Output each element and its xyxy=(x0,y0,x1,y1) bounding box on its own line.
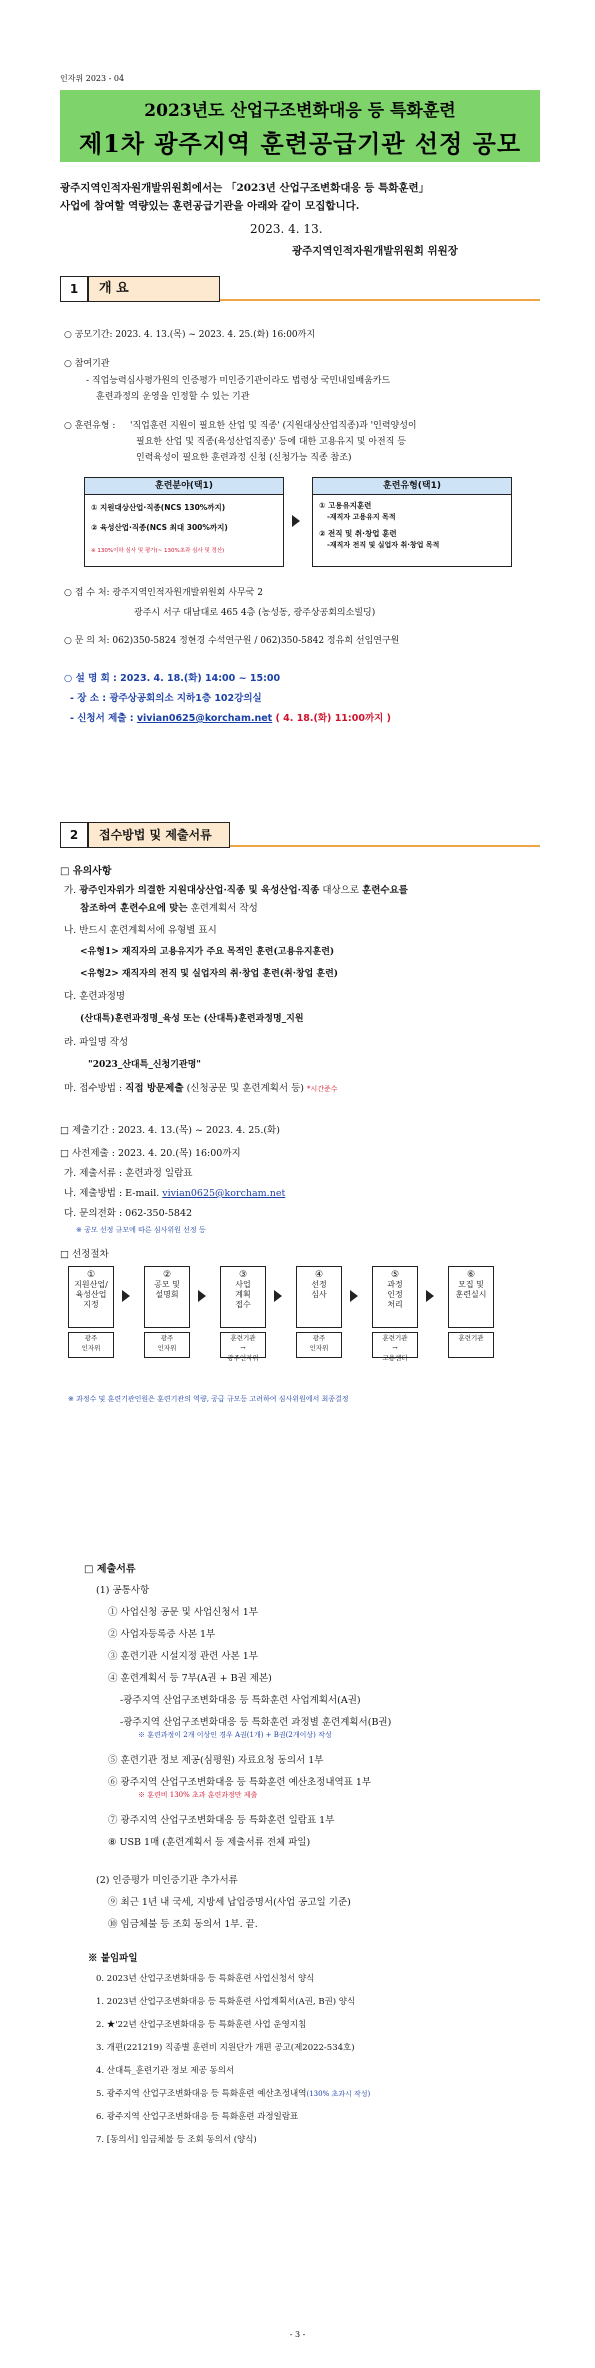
s2-ga-bold1: 광주인자위가 의결한 지원대상산업·직종 및 육성산업·직종 xyxy=(79,885,320,896)
s2-na: 나. 반드시 훈련계획서에 유형별 표시 xyxy=(64,925,217,936)
docs-item: ⑦ 광주지역 산업구조변화대응 등 특화훈련 일람표 1부 xyxy=(108,1815,335,1826)
title-band xyxy=(60,90,540,162)
s2-ga-mid: 대상으로 xyxy=(319,885,363,896)
s1-place: - 장 소 : 광주상공회의소 지하1층 102강의실 xyxy=(70,693,262,704)
title-line2: 제1차 광주지역 훈련공급기관 선정 공모 xyxy=(78,129,522,158)
s2-period: □ 제출기간 : 2023. 4. 13.(목) ~ 2023. 4. 25.(화) xyxy=(60,1125,280,1136)
s2-ma-note: *시간준수 xyxy=(307,1085,338,1093)
process-step-label: 선정 심사 xyxy=(311,1280,327,1299)
docs-item: ④ 훈련계획서 등 7부(A권 + B권 제본) xyxy=(108,1673,272,1684)
attach-title xyxy=(88,1950,138,1964)
section1-header xyxy=(60,276,540,300)
section2-rule xyxy=(230,845,540,847)
process-step-actor: 훈련기관 → 광주인자위 xyxy=(220,1332,266,1358)
s1-eligibility-text2: 훈련과정의 운영을 인정할 수 있는 기관 xyxy=(96,392,250,402)
s1-period: ○ 공모기간: 2023. 4. 13.(목) ~ 2023. 4. 25.(화) 16:00까지 xyxy=(64,330,316,340)
section1-title: 개 요 xyxy=(88,276,220,302)
s2-ga-prefix: 가. xyxy=(64,885,80,896)
arrow-right-icon xyxy=(274,1290,282,1302)
training-field-box xyxy=(84,477,284,567)
arrow-right-icon xyxy=(292,515,300,527)
attach-item: 5. 광주지역 산업구조변화대응 등 특화훈련 예산초정내역(130% 초과시 작성) xyxy=(96,2089,371,2099)
attach-item: 6. 광주지역 산업구조변화대응 등 특화훈련 과정일람표 xyxy=(96,2112,299,2122)
docs-item: ② 사업자등록증 사본 1부 xyxy=(108,1629,216,1640)
attach-title-text: ※ 붙임파일 xyxy=(88,1953,138,1964)
docs-title: □ 제출서류 xyxy=(84,1564,136,1575)
process-step-label: 과정 인정 처리 xyxy=(387,1280,403,1309)
process-step-number: ② xyxy=(162,1270,172,1280)
attach-item: 1. 2023년 산업구조변화대응 등 특화훈련 사업계획서(A권, B권) 양식 xyxy=(96,1997,356,2007)
s1-submit-addr: 광주시 서구 대남대로 465 4층 (농성동, 광주상공회의소빌딩) xyxy=(134,608,376,618)
process-step-number: ⑤ xyxy=(390,1270,400,1280)
docs-item: ⑨ 최근 1년 내 국세, 지방세 납입증명서(사업 공고일 기준) xyxy=(108,1897,351,1908)
docs-item: ⑥ 광주지역 산업구조변화대응 등 특화훈련 예산초정내역표 1부 xyxy=(108,1777,372,1788)
arrow-right-icon xyxy=(198,1290,206,1302)
training-field-item1: ① 지원대상산업·직종(NCS 130%까지) xyxy=(91,503,226,512)
process-step-number: ③ xyxy=(238,1270,248,1280)
s1-apply-deadline: ( 4. 18.(화) 11:00까지 ) xyxy=(272,713,391,724)
arrow-right-icon xyxy=(350,1290,358,1302)
s2-ga-line2 xyxy=(80,900,258,914)
process-step-number: ① xyxy=(86,1270,96,1280)
s2-process-title: □ 선정절차 xyxy=(60,1249,109,1260)
s2-ga xyxy=(64,882,408,896)
process-step xyxy=(296,1266,342,1328)
docs-item: -광주지역 산업구조변화대응 등 특화훈련 사업계획서(A권) xyxy=(120,1695,361,1706)
training-type-item1b: -재직자 고용유지 목적 xyxy=(327,513,396,521)
docs-item: ① 사업신청 공문 및 사업신청서 1부 xyxy=(108,1607,258,1618)
s2-pre-na-email-link[interactable]: vivian0625@korcham.net xyxy=(162,1188,286,1199)
s2-ma-rest: (신청공문 및 훈련계획서 등) xyxy=(183,1083,308,1094)
section2-number: 2 xyxy=(60,822,88,848)
section2-header xyxy=(60,822,540,846)
attach-item: 0. 2023년 산업구조변화대응 등 특화훈련 사업신청서 양식 xyxy=(96,1974,315,1984)
process-step-actor: 광주 인자위 xyxy=(144,1332,190,1358)
training-type-head: 훈련유형(택1) xyxy=(313,478,511,495)
doc-number: 인자위 2023 - 04 xyxy=(60,74,125,83)
s2-pre-ga: 가. 제출서류 : 훈련과정 일람표 xyxy=(64,1168,193,1179)
s2-pre-na-label: 나. 제출방법 : E-mail. xyxy=(64,1188,163,1199)
section1-number: 1 xyxy=(60,276,88,302)
docs-item: ⑧ USB 1매 (훈련계획서 등 제출서류 전체 파일) xyxy=(108,1837,311,1848)
process-step-actor: 훈련기관 xyxy=(448,1332,494,1358)
title-line1: 2023년도 산업구조변화대응 등 특화훈련 xyxy=(144,101,456,121)
s2-ga-line2-rest: 훈련계획서 작성 xyxy=(187,903,258,914)
process-step-actor: 훈련기관 → 고용센터 xyxy=(372,1332,418,1358)
s1-type-text2: 필요한 산업 및 직종(육성산업직종)' 등에 대한 고용유지 및 아전직 등 xyxy=(136,437,406,447)
s2-type2: <유형2> 재직자의 전직 및 실업자의 취·창업 훈련(취·창업 훈련) xyxy=(80,969,339,979)
training-type-item1: ① 고용유지훈련 xyxy=(319,501,372,510)
process-step-number: ④ xyxy=(314,1270,324,1280)
s2-ra-text: "2023_산대특_신청기관명" xyxy=(88,1060,201,1070)
intro-line1: 광주지역인적자원개발위원회에서는 「2023년 산업구조변화대응 등 특화훈련」 xyxy=(60,182,430,194)
section2-title: 접수방법 및 제출서류 xyxy=(88,822,230,848)
attach-item: 2. ★'22년 산업구조변화대응 등 특화훈련 사업 운영지침 xyxy=(96,2020,307,2030)
s2-notes-title: □ 유의사항 xyxy=(60,866,112,877)
attach-item-note: (130% 초과시 작성) xyxy=(306,2090,371,2098)
training-type-item2b: -재직자 전직 및 실업자 취·창업 목적 xyxy=(327,541,440,549)
docs-common: (1) 공통사항 xyxy=(96,1585,150,1596)
process-flow xyxy=(68,1266,538,1386)
intro-date: 2023. 4. 13. xyxy=(250,222,323,236)
arrow-right-icon xyxy=(122,1290,130,1302)
process-step xyxy=(144,1266,190,1328)
s2-ga-bold2: 훈련수요를 xyxy=(362,885,408,896)
intro-line2: 사업에 참여할 역량있는 훈련공급기관을 아래와 같이 모집합니다. xyxy=(60,200,360,212)
process-step-label: 사업 계획 접수 xyxy=(235,1280,251,1309)
s1-apply-email-link[interactable]: vivian0625@korcham.net xyxy=(136,713,273,724)
s2-pre-note: ※ 공모 선정 규모에 따른 심사위원 선정 등 xyxy=(76,1226,206,1234)
s2-type1: <유형1> 재직자의 고용유지가 주요 목적인 훈련(고용유지훈련) xyxy=(80,947,335,957)
s1-contact: ○ 문 의 처: 062)350-5824 정현경 수석연구원 / 062)350-5842 정유희 선임연구원 xyxy=(64,636,400,646)
process-step xyxy=(448,1266,494,1328)
docs-note: ※ 훈련비 130% 초과 훈련과정만 제출 xyxy=(138,1791,258,1799)
s1-submit: ○ 접 수 처: 광주지역인적자원개발위원회 사무국 2 xyxy=(64,588,263,598)
attach-item: 7. [동의서] 임금체불 등 조회 동의서 (양식) xyxy=(96,2135,257,2145)
docs-extra-title: (2) 인증평가 미인증기관 추가서류 xyxy=(96,1875,238,1886)
process-step-number: ⑥ xyxy=(466,1270,476,1280)
process-step-actor: 광주 인자위 xyxy=(68,1332,114,1358)
process-step xyxy=(372,1266,418,1328)
training-field-item2: ② 육성산업·직종(NCS 최대 300%까지) xyxy=(91,523,228,532)
docs-note: ※ 훈련과정이 2개 이상인 경우 A권(1개) + B권(2개이상) 작성 xyxy=(138,1731,332,1739)
s2-pre-na xyxy=(64,1185,285,1199)
process-step-label: 모집 및 훈련실시 xyxy=(455,1280,487,1299)
s2-ma-prefix: 마. 접수방법 : xyxy=(64,1083,126,1094)
intro-signature: 광주지역인적자원개발위원회 위원장 xyxy=(292,245,458,257)
process-step-label: 지원산업/ 육성산업 지정 xyxy=(74,1280,108,1309)
s2-ra: 라. 파일명 작성 xyxy=(64,1037,129,1048)
s2-pre-da: 다. 문의전화 : 062-350-5842 xyxy=(64,1208,193,1219)
docs-item: ⑩ 임금체불 등 조회 동의서 1부. 끝. xyxy=(108,1919,258,1930)
page-number: - 3 - xyxy=(289,2330,306,2339)
docs-item: ⑤ 훈련기관 정보 제공(심평원) 자료요청 동의서 1부 xyxy=(108,1755,324,1766)
training-field-note: ※ 130%이하 심사 및 평가(~ 130%초과 심사 및 정산) xyxy=(91,548,225,554)
s2-ga-line2-bold: 참조하여 훈련수요에 맞는 xyxy=(80,903,188,914)
attach-item: 4. 산대특_훈련기관 정보 제공 동의서 xyxy=(96,2066,235,2076)
s1-type-text3: 인력육성이 필요한 훈련과정 신청 (신청가능 직종 참조) xyxy=(136,453,352,463)
s2-ma-bold: 직접 방문제출 xyxy=(125,1083,184,1094)
process-step xyxy=(220,1266,266,1328)
s1-type-title: ○ 훈련유형 : xyxy=(64,421,116,431)
process-step xyxy=(68,1266,114,1328)
s1-eligibility-title: ○ 참여기관 xyxy=(64,359,110,369)
training-field-head: 훈련분야(택1) xyxy=(85,478,283,495)
section1-rule xyxy=(220,299,540,301)
training-type-item2: ② 전직 및 취·창업 훈련 xyxy=(319,529,397,538)
s1-briefing: ○ 설 명 회 : 2023. 4. 18.(화) 14:00 ~ 15:00 xyxy=(64,673,281,684)
s2-pre-period: □ 사전제출 : 2023. 4. 20.(목) 16:00까지 xyxy=(60,1148,241,1159)
s1-type-text1: '직업훈련 지원이 필요한 산업 및 직종' (지원대상산업직종)과 '인력양성이 xyxy=(130,421,417,431)
process-step-label: 공모 및 설명회 xyxy=(154,1280,180,1299)
s2-da: 다. 훈련과정명 xyxy=(64,991,126,1002)
arrow-right-icon xyxy=(426,1290,434,1302)
s2-process-note: ※ 과정수 및 훈련기관인원은 훈련기관의 역량, 공급 규모등 고려하여 심사위원에서 최종결정 xyxy=(68,1395,349,1403)
s1-apply xyxy=(70,710,391,724)
docs-item: ③ 훈련기관 시설지정 관련 사본 1부 xyxy=(108,1651,258,1662)
process-step-actor: 광주 인자위 xyxy=(296,1332,342,1358)
training-type-box xyxy=(312,477,512,567)
s1-eligibility-text1: - 직업능력심사평가원의 인증평가 미인증기관이라도 법령상 국민내일배움카드 xyxy=(86,376,391,386)
s2-ma xyxy=(64,1080,338,1094)
s1-apply-label: - 신청서 제출 : xyxy=(70,713,137,724)
s2-da-text: (산대특)훈련과정명_육성 또는 (산대특)훈련과정명_지원 xyxy=(80,1014,304,1024)
docs-item: -광주지역 산업구조변화대응 등 특화훈련 과정별 훈련계획서(B권) xyxy=(120,1717,392,1728)
attach-item: 3. 개편(221219) 직종별 훈련비 지원단가 개편 공고(제2022-534호) xyxy=(96,2043,355,2053)
